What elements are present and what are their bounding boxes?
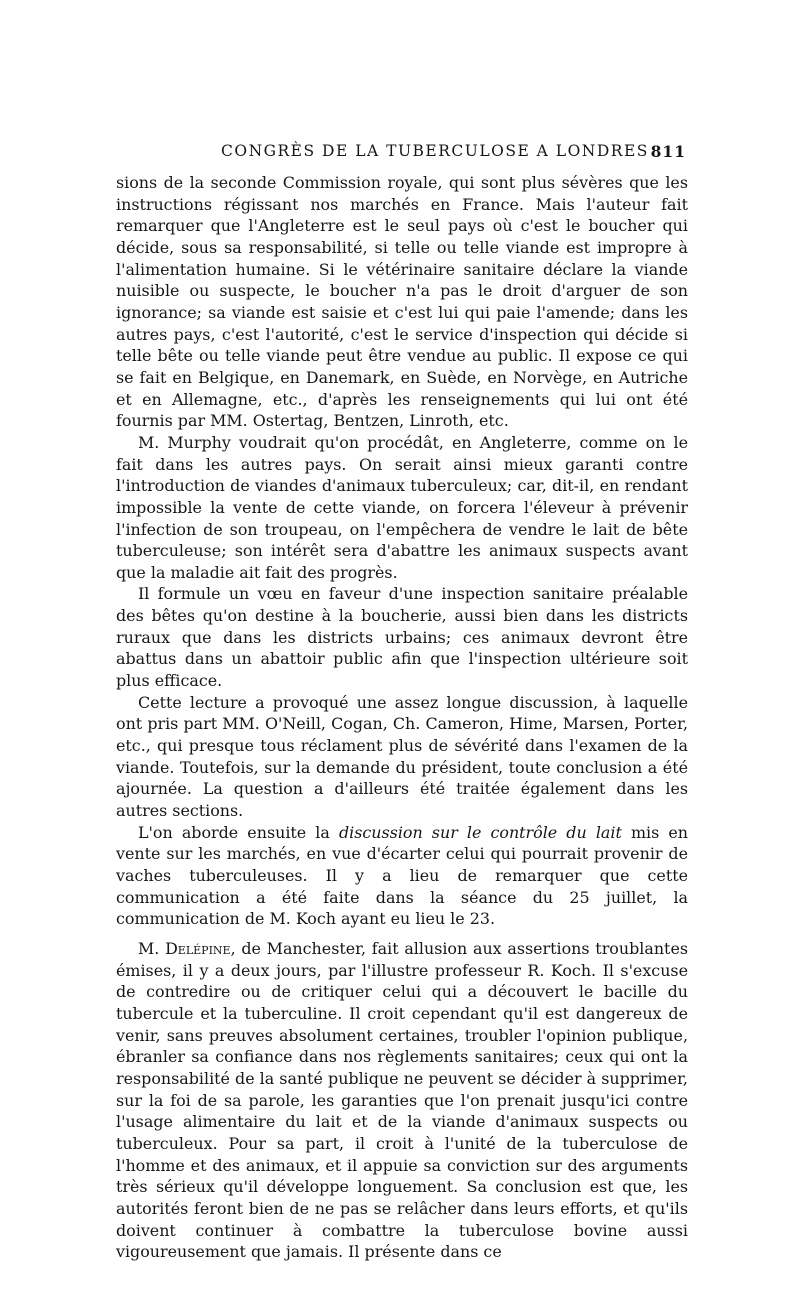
- text-run: mis en vente sur les marchés, en vue d'écarter celui qui pourrait provenir de vaches tuberculeuses. Il y a lieu de remarquer que cette communication a été faite dans la séance du 25 juillet, la communication de M. Koch ayant eu lieu le 23.: [116, 822, 688, 929]
- speaker-name: Delépine: [165, 938, 231, 958]
- page-number: 811: [650, 142, 686, 161]
- paragraph-continuation: sions de la seconde Commission royale, qui sont plus sévères que les instructions régissant nos marchés en France. Mais l'auteur fait remarquer que l'Angleterre est le seul pays où c'est le boucher qui décide, sous sa responsabilité, si telle ou telle viande est impropre à l'alimentation humaine. Si le vétérinaire sanitaire déclare la viande nuisible ou suspecte, le boucher n'a pas le droit d'arguer de son ignorance; sa viande est saisie et c'est lui qui paie l'amende; dans les autres pays, c'est l'autorité, c'est le service d'inspection qui décide si telle bête ou telle viande peut être vendue au public. Il expose ce qui se fait en Belgique, en Danemark, en Suède, en Norvège, en Autriche et en Allemagne, etc., d'après les renseignements qui lui ont été fournis par MM. Ostertag, Bentzen, Linroth, etc.: [116, 173, 688, 431]
- paragraph-delepine: [116, 938, 688, 1263]
- italic-topic: discussion sur le contrôle du lait: [338, 822, 622, 842]
- body-text: [116, 172, 688, 1263]
- paragraph-voeu: Il formule un vœu en faveur d'une inspection sanitaire préalable des bêtes qu'on destine à la boucherie, aussi bien dans les districts ruraux que dans les districts urbains; ces animaux devront être abattus dans un abattoir public afin que l'inspection ultérieure soit plus efficace.: [116, 584, 688, 691]
- paragraph-discussion: Cette lecture a provoqué une assez longue discussion, à laquelle ont pris part MM. O'Neill, Cogan, Ch. Cameron, Hime, Marsen, Porter, etc., qui presque tous réclament plus de sévérité dans l'examen de la viande. Toutefois, sur la demande du président, toute conclusion a été ajournée. La question a d'ailleurs été traitée également dans les autres sections.: [116, 692, 688, 821]
- paragraph-murphy: M. Murphy voudrait qu'on procédât, en Angleterre, comme on le fait dans les autres pays. On serait ainsi mieux garanti contre l'introduction de viandes d'animaux tuberculeux; car, dit-il, en rendant impossible la vente de cette viande, on forcera l'éleveur à prévenir l'infection de son troupeau, on l'empêchera de vendre le lait de bête tuberculeuse; son intérêt sera d'abattre les animaux suspects avant que la maladie ait fait des progrès.: [116, 432, 688, 582]
- book-page: [116, 142, 688, 1263]
- text-run: L'on aborde ensuite la: [138, 822, 339, 842]
- running-head: [116, 142, 688, 168]
- text-run: M.: [138, 938, 166, 958]
- paragraph-controle-lait: [116, 822, 688, 930]
- running-title: CONGRÈS DE LA TUBERCULOSE A LONDRES: [221, 142, 649, 160]
- text-run: , de Manchester, fait allusion aux assertions troublantes émises, il y a deux jours, par l'illustre professeur R. Koch. Il s'excuse de contredire ou de critiquer celui qui a découvert le bacille du tubercule et la tuberculine. Il croit cependant qu'il est dangereux de venir, sans preuves absolument certaines, troubler l'opinion publique, ébranler sa confiance dans nos règlements sanitaires; ceux qui ont la responsabilité de la santé publique ne peuvent se décider à supprimer, sur la foi de sa parole, les garanties que l'on prenait jusqu'ici contre l'usage alimentaire du lait et de la viande d'animaux suspects ou tuberculeux. Pour sa part, il croit à l'unité de la tuberculose de l'homme et des animaux, et il appuie sa conviction sur des arguments très sérieux qu'il développe longuement. Sa conclusion est que, les autorités feront bien de ne pas se relâcher dans leurs efforts, et qu'ils doivent continuer à combattre la tuberculose bovine aussi vigoureusement que jamais. Il présente dans ce: [116, 938, 688, 1262]
